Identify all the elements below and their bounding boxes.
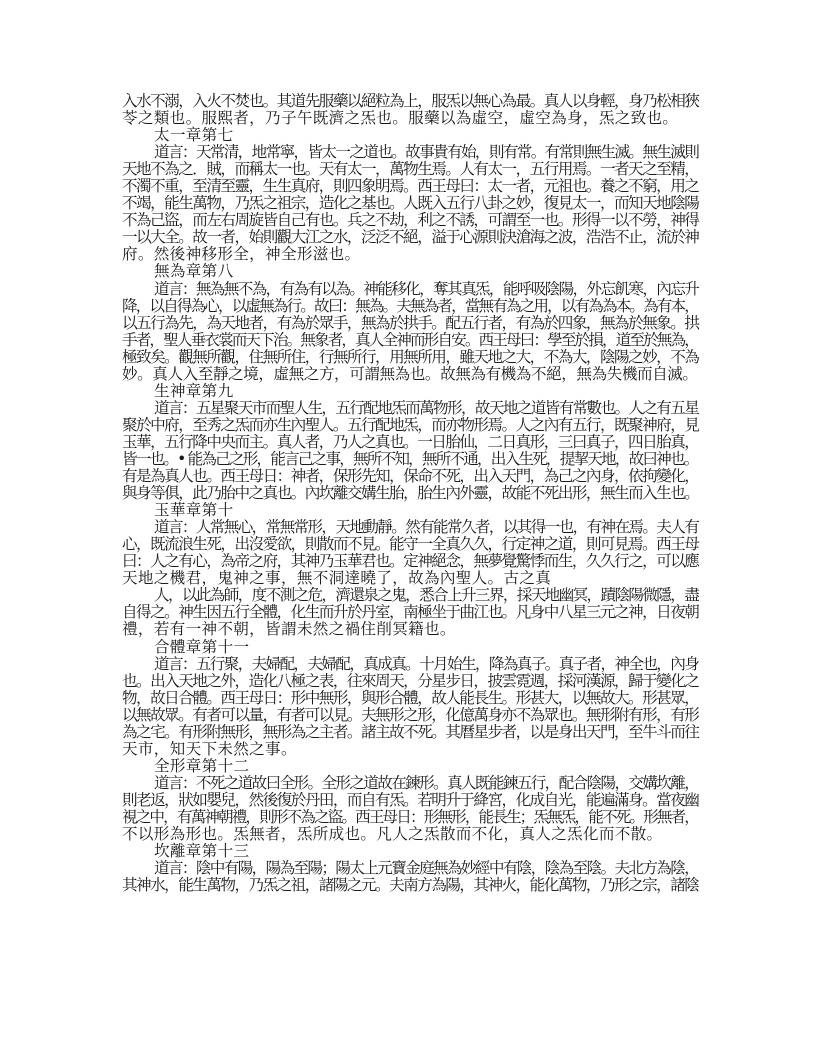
text-line: 不竭，能生萬物，乃炁之祖宗，造化之基也。人既入五行八卦之妙，復見太一，而知天地陰陽 [122,194,699,213]
text-line: 其神水，能生萬物，乃炁之祖，諸陽之元。夫南方為陽，其神火，能化萬物，乃形之宗，諸陰 [122,876,699,895]
text-line: 以無故眾。有者可以量，有者可以見。夫無形之形，化億萬身亦不為眾也。無形附有形，有形 [122,705,699,724]
text-line: 自得之。神生因五行全體，化生而升於丹室，南極坐于曲江也。凡身中八星三元之神，日夜朝 [122,603,699,622]
text-line: 曰：人之有心，為帝之府，其神乃玉華君也。定神絕念，無夢覺驚悸而生，久久行之，可以應 [122,552,699,571]
text-line: 入水不溺，入火不焚也。其道先服藥以絕粒為上，服炁以無心為最。真人以身輕，身乃松相狹 [122,92,699,110]
text-line: 道言：五星聚天市而聖人生，五行配地炁而萬物形，故天地之道皆有常數也。人之有五星 [154,398,699,417]
text-line: 道言：人常無心，常無常形，天地動靜。然有能常久者，以其得一也，有神在焉。夫人有 [154,518,699,537]
text-line: 不為己盜，而左右周旋皆自己有也。兵之不劫，利之不誘，可謂至一也。形得一以不勞，神得 [122,211,699,230]
text-line: 降，以自得為心，以虛無為行。故曰：無為。夫無為者，當無有為之用，以有為為本。為有本， [122,296,698,315]
text-line: 天市，知天下未然之事。 [122,739,297,758]
text-line: 則老返，狀如嬰兒，然後復於丹田，而自有炁。若明升于絳宮，化成自光，能遍滿身。當夜幽 [122,790,699,809]
text-line: 道言：陰中有陽，陽為至陽；陽太上元寶金庭無為妙經中有陰，陰為至陰。夫北方為陰， [154,859,699,878]
text-line: 苓之類也。服熙者，乃子午既濟之炁也。服藥以為虛空，虛空為身，炁之致也。 [122,109,679,128]
text-line: 以五行為先，為天地者，有為於眾手，無為於拱手。配五行者，有為於四象，無為於無象。拱 [122,313,699,332]
text-line: 物，故日合體。西王母日：形中無形，與形合體，故人能長生。形甚大，以無故大。形甚眾， [122,688,699,707]
text-line: 聚於中府，至秀之炁而亦生內聖人。五行配地炁，而亦物形焉。人之內有五行，既聚神府，見 [122,415,699,434]
text-line: 視之中，有萬神朝禮，則形不為之盜。西王母日：形無形，能長生；炁無炁，能不死。形無者， [122,807,698,826]
text-line: 不以形為形也。炁無者，炁所成也。凡人之炁散而不化，真人之炁化而不散。 [122,825,663,844]
text-line: 一以大全。故一者，始則觀大江之水，泛泛不絕，溢于心源則決滄海之波，浩浩不止，流於神 [122,228,699,247]
text-line: 妙。真人入至靜之境，虛無之方，可謂無為也。故無為有機為不絕，無為失機而自滅。 [122,364,698,383]
text-line: 府。然後神移形全，神全形滋也。 [122,245,361,264]
text-line: 手者，聖人垂衣裳而天下治。無象者，真人全神而形自安。西王母曰：學至於損，道至於無為， [122,330,698,349]
text-line: 禮，若有一神不朝，皆謂未然之禍住削冥籍也。 [122,620,456,639]
text-line: 與身等俱，此乃胎中之真也。內坎離交媾生胎，胎生內外靈，故能不死出形，無生而入生也。 [122,484,699,503]
text-line: 為之宅。有形附無形，無形為之主者。諸主故不死。其曆星步者，以是身出天門，至牛斗而往 [122,722,699,741]
text-line: 玉華，五行降中央而主。真人者，乃人之真也。一日胎仙，二日真形，三曰真子，四日胎真， [122,432,699,451]
text-line: 心，既流浪生死，出沒愛欲，則散而不見。能守一全真久久，行定神之道，則可見焉。西王母 [122,535,699,554]
text-line: 天地之機君，鬼神之事，無不洞達曉了，故為內聖人。古之真 [122,569,552,588]
chapter-heading: 玉華章第十 [154,501,234,520]
text-line: 道言：天常清，地常寧，皆太一之道也。故事貴有始，則有常。有常則無生滅。無生滅則 [154,143,699,162]
chapter-heading: 坎離章第十三 [154,842,250,861]
text-line: 道言：五行聚，夫婦配，夫婦配，真成真。十月始生，降為真子。真子者，神全也，內身 [154,654,699,673]
chapter-heading: 全形章第十二 [154,756,250,775]
text-line: 也。出入天地之外，造化八極之表，往來周天，分星步日，披雲霓週，採河漢源，歸于變化之 [122,671,699,690]
chapter-heading: 生神章第九 [154,381,234,400]
chapter-heading: 合體章第十一 [154,637,250,656]
chapter-heading: 無為章第八 [154,262,234,281]
text-line: 不濁不重，至清至靈，生生真府，則四象明焉。西王母曰：太一者，元祖也。養之不窮，用之 [122,177,699,196]
text-line: 天地不為之．賊，而稱太一也。天有太一，萬物生焉。人有太一，五行用焉。一者天之至精， [122,160,699,179]
text-line: 極致矣。觀無所觀，住無所住，行無所行，用無所用，雖天地之大，不為大，陰陽之妙，不為 [122,347,699,366]
text-line: 皆一也。• 能為己之形，能言己之事，無所不知，無所不通，出入生死，提挈天地，故曰神也。 [122,449,698,468]
text-line: 人，以此為師，度不測之危，濟還泉之鬼，悉合上升三界，採天地幽冥，蹟陰陽微隱，盡 [154,586,699,605]
text-line: 道言：不死之道故曰全形。全形之道故在鍊形。真人既能鍊五行，配合陰陽，交媾坎離， [154,773,699,792]
document-page [122,93,698,894]
chapter-heading: 太一章第七 [154,126,234,145]
text-line: 道言：無為無不為，有為有以為。神能移化，奪其真炁，能呼吸陰陽，外忘飢寒，內忘升 [154,279,699,298]
text-line: 有是為真人也。西王母日：神者，保形先知，保命不死，出入天門，為己之內身，依拘變化， [122,467,699,486]
